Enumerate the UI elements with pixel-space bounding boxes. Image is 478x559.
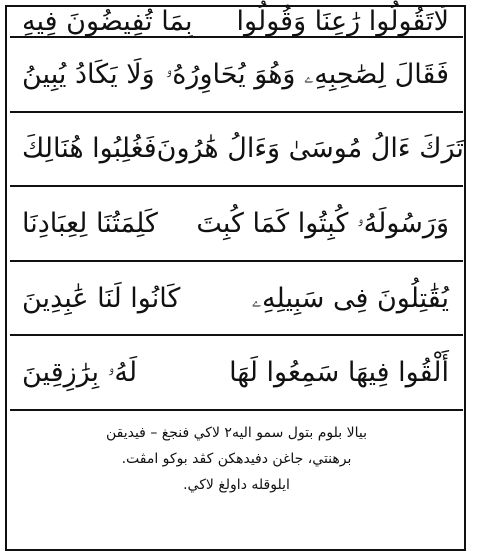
- verse-cell-left-6: لَهُۥ بِرَٰزِقِينَ: [22, 357, 138, 389]
- verse-table: [10, 36, 463, 411]
- verse-row-4: [10, 185, 463, 260]
- verse-cell-right-2: فَقَالَ لِصَٰحِبِهِۦ وَهُوَ يُحَاوِرُهُۥ: [165, 58, 449, 90]
- verse-row-2: [10, 36, 463, 111]
- verse-row-1: [10, 6, 463, 36]
- verse-cell-left-3: فَغُلِبُوا هُنَالِكَ: [22, 133, 157, 165]
- note-line-3: ايلوقله داولغ لاكي.: [183, 477, 290, 493]
- verse-row-3: [10, 111, 463, 186]
- verse-row-6: [10, 334, 463, 411]
- verse-cell-left-1: بِمَا تُفِيضُونَ فِيهِ: [22, 5, 193, 37]
- instruction-note: [18, 420, 455, 545]
- verse-cell-right-5: يُقَٰتِلُونَ فِى سَبِيلِهِۦ: [251, 282, 449, 314]
- verse-cell-left-5: كَانُوا لَنَا عَٰبِدِينَ: [22, 282, 181, 314]
- note-line-1: بيالا بلوم بتول سمو اليه٢ لاكي فنجغ – فيديقن: [105, 425, 368, 441]
- verse-cell-right-1: لَاتَقُولُوا رَٰعِنَا وَقُولُوا: [236, 5, 449, 37]
- verse-cell-left-4: كَلِمَتُنَا لِعِبَادِنَا: [22, 207, 158, 239]
- verse-cell-left-2: وَلَا يَكَادُ يُبِينُ: [22, 58, 155, 90]
- verse-cell-right-3: تَرَكَ ءَالُ مُوسَىٰ وَءَالُ هَٰرُونَ: [156, 133, 464, 165]
- verse-row-5: [10, 260, 463, 335]
- verse-cell-right-4: وَرَسُولَهُۥ كُبِتُوا كَمَا كُبِتَ: [196, 207, 449, 239]
- verse-cell-right-6: أَلْقُوا فِيهَا سَمِعُوا لَهَا: [229, 357, 449, 389]
- note-line-2: برهنتي، جاغن دفيدهكن كڤد بوكو امڤت.: [121, 451, 352, 467]
